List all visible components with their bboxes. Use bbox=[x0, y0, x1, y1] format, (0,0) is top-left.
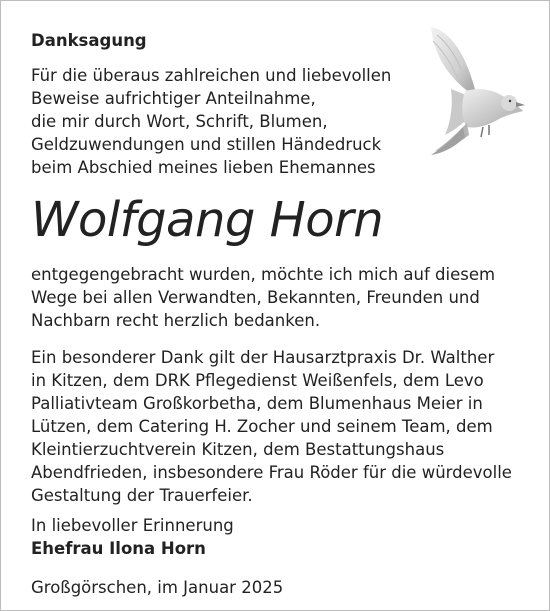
signature: Ehefrau Ilona Horn bbox=[31, 539, 206, 558]
intro-text: Für die überaus zahlreichen und liebevollen Beweise aufrichtiger Anteilnahme, die mir durch Wort, Schrift, Blumen, Geldzuwendungen und stillen Händedruck beim Abschied meines lieben Ehemannes bbox=[31, 66, 392, 177]
place-date: Großgörschen, im Januar 2025 bbox=[31, 578, 284, 597]
special-thanks-paragraph: Ein besonderer Dank gilt der Hausarztpraxis Dr. Walther in Kitzen, dem DRK Pflegedienst Weißenfels, dem Levo Palliativteam Großkorbetha, dem Blumenhaus Meier in Lützen, dem Catering H. Zocher und seinem Team, dem Kleintierzuchtverein Kitzen, dem Bestattungshaus Abendfrieden, insbesondere Frau Röder für die würdevolle Gestaltung der Trauerfeier. bbox=[31, 348, 512, 505]
closing-line: In liebevoller Erinnerung bbox=[31, 516, 234, 535]
deceased-name: Wolfgang Horn bbox=[31, 192, 384, 248]
dove-icon bbox=[403, 19, 528, 159]
thanks-paragraph: entgegengebracht wurden, möchte ich mich auf diesem Wege bei allen Verwandten, Bekannten, Freunden und Nachbarn recht herzlich bedanken. bbox=[31, 265, 496, 330]
notice-heading: Danksagung bbox=[31, 31, 147, 50]
